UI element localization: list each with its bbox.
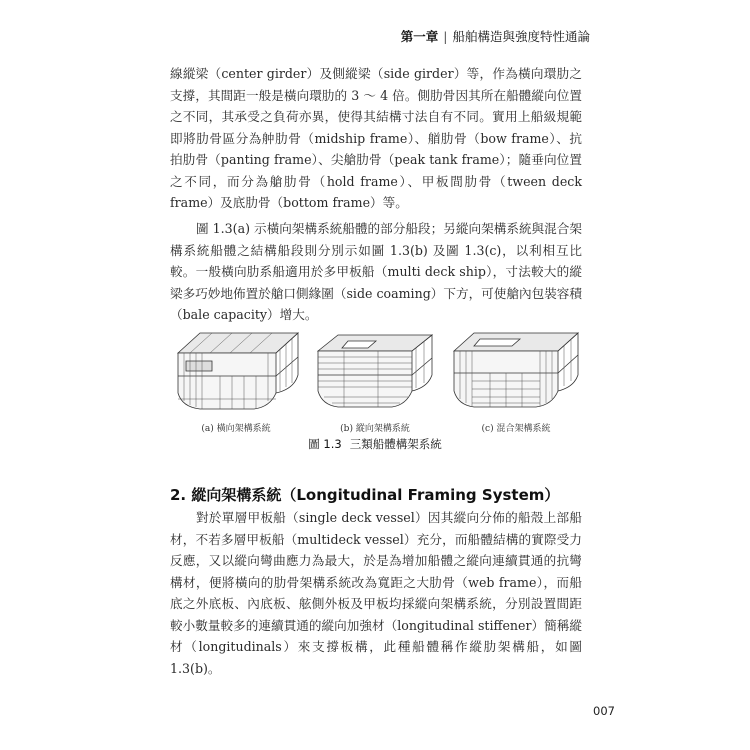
panel-caption: (b) 縱向架構系統 — [340, 424, 410, 434]
figure-number: 圖 1.3 — [308, 437, 342, 451]
figure-panel-transverse — [172, 331, 300, 451]
running-header — [401, 27, 590, 45]
chapter-title: 船舶構造與強度特性通論 — [452, 29, 590, 44]
page-number: 007 — [593, 704, 615, 718]
mixed-framing-drawing — [450, 331, 582, 413]
paragraph-figure-intro: 圖 1.3(a) 示橫向架構系統船體的部分船段；另縱向架構系統與混合架構系統船體之結構船段則分別示如圖 1.3(b) 及圖 1.3(c)，以利相互比較。一般橫向肋系船適用於多甲板船（multi deck ship），寸法較大的縱梁多巧妙地佈置於艙口側緣圍（side coaming）下方，可使艙內包裝容積（bale capacity）增大。 — [170, 221, 582, 322]
transverse-framing-drawing — [172, 331, 300, 413]
paragraph-frames: 線縱梁（center girder）及側縱梁（side girder）等，作為橫向環肋之支撐，其間距一般是橫向環肋的 3 ～ 4 倍。側肋骨因其所在船體縱向位置之不同，其承受之負荷亦異，使得其結構寸法自有不同。實用上船級規範即將肋骨區分為舯肋骨（midship frame）、艏肋骨（bow frame）、抗拍肋骨（panting frame）、尖艙肋骨（peak tank frame）；隨垂向位置之不同，而分為艙肋骨（hold frame）、甲板間肋骨（tween deck frame）及底肋骨（bottom frame）等。 — [170, 66, 582, 210]
panel-caption: (c) 混合架構系統 — [481, 424, 551, 434]
figure-title: 三類船體構架系統 — [349, 437, 442, 451]
figure-caption — [0, 436, 750, 452]
header-separator: | — [443, 29, 448, 44]
section-heading: 2. 縱向架構系統（Longitudinal Framing System） — [170, 486, 560, 504]
longitudinal-framing-drawing — [314, 331, 436, 413]
paragraph-longitudinal: 對於單層甲板船（single deck vessel）因其縱向分佈的船殼上部船材，不若多層甲板船（multideck vessel）充分，而船體結構的實際受力反應，又以縱向彎曲應力為最大，於是為增加船體之縱向連續貫通的抗彎構材，便將橫向的肋骨架構系統改為寬距之大肋骨（web frame），而船底之外底板、內底板、舷側外板及甲板均採縱向架構系統，分別設置間距較小數量較多的連續貫通的縱向加強材（longitudinal stiffener）簡稱縱材（longitudinals）來支撐板構，此種船體稱作縱肋架構船，如圖 1.3(b)。 — [170, 510, 582, 676]
panel-caption: (a) 橫向架構系統 — [201, 424, 271, 434]
figure-panel-mixed — [450, 331, 582, 451]
figure-panel-longitudinal — [314, 331, 436, 451]
hull-framing-figure — [172, 331, 582, 451]
chapter-label: 第一章 — [400, 29, 439, 44]
